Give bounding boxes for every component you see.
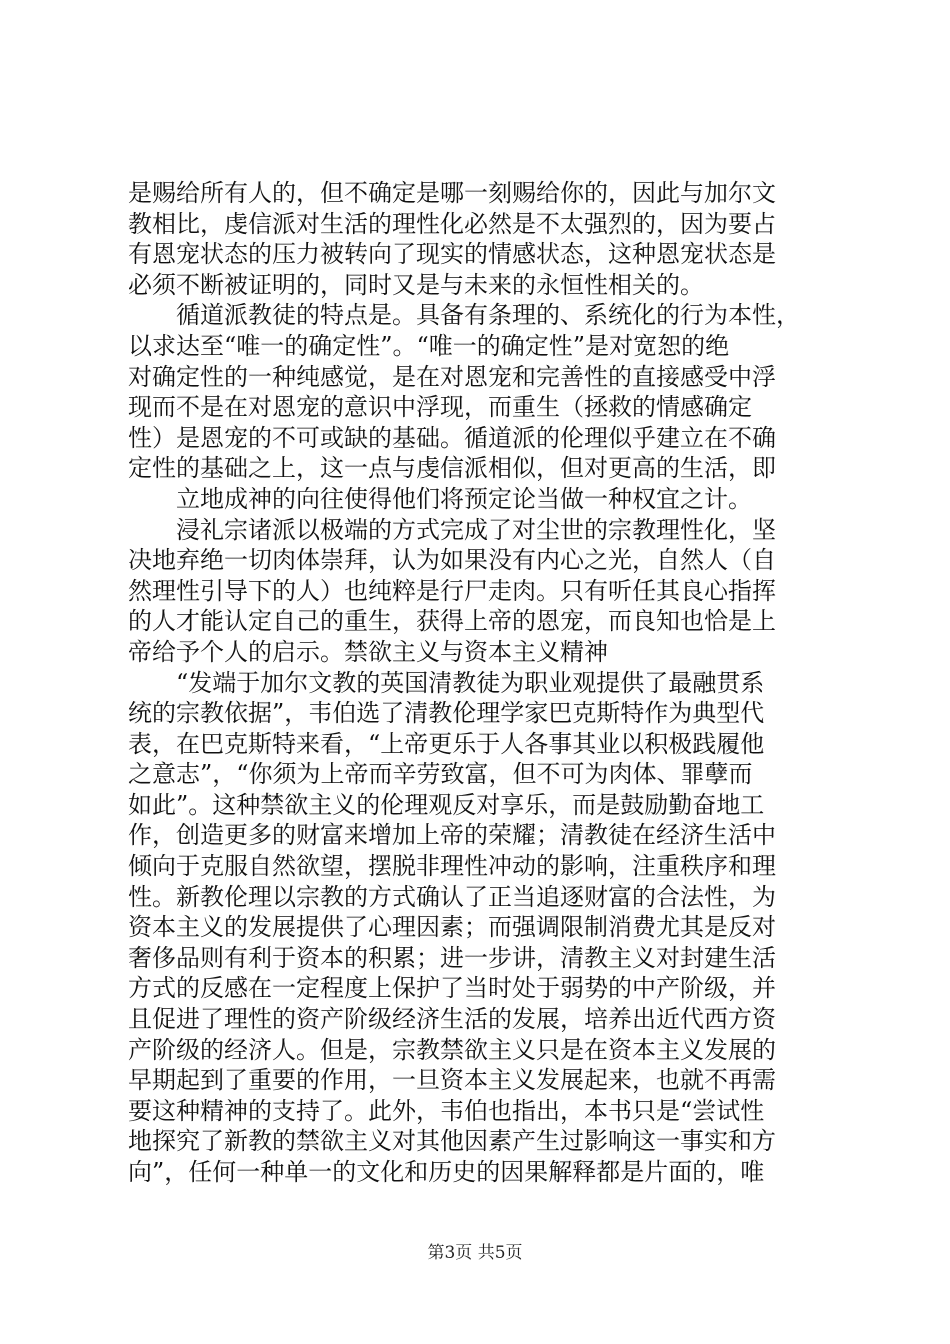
text-line: 然理性引导下的人）也纯粹是行尸走肉。只有听任其良心指挥 bbox=[128, 576, 776, 605]
text-line: 早期起到了重要的作用，一旦资本主义发展起来，也就不再需 bbox=[128, 1066, 776, 1095]
text-line: 性）是恩宠的不可或缺的基础。循道派的伦理似乎建立在不确 bbox=[128, 423, 776, 452]
text-line: 且促进了理性的资产阶级经济生活的发展，培养出近代西方资 bbox=[128, 1005, 776, 1034]
page-number-footer: 第3页 共5页 bbox=[427, 1243, 523, 1263]
text-line: 现而不是在对恩宠的意识中浮现，而重生（拯救的情感确定 bbox=[128, 393, 752, 422]
text-line: 向”，任何一种单一的文化和历史的因果解释都是片面的，唯 bbox=[128, 1158, 765, 1186]
text-line: 产阶级的经济人。但是，宗教禁欲主义只是在资本主义发展的 bbox=[128, 1035, 776, 1064]
text-line: 表，在巴克斯特来看，“上帝更乐于人各事其业以积极践履他 bbox=[128, 729, 765, 758]
text-line: 统的宗教依据”，韦伯选了清教伦理学家巴克斯特作为典型代 bbox=[128, 699, 765, 728]
text-line: 要这种精神的支持了。此外，韦伯也指出，本书只是“尝试性 bbox=[128, 1096, 765, 1125]
text-line: 决地弃绝一切肉体崇拜，认为如果没有内心之光，自然人（自 bbox=[128, 546, 776, 575]
text-line: 作，创造更多的财富来增加上帝的荣耀；清教徒在经济生活中 bbox=[128, 821, 776, 850]
text-line: “发端于加尔文教的英国清教徒为职业观提供了最融贯系 bbox=[176, 668, 765, 697]
text-line: 对确定性的一种纯感觉，是在对恩宠和完善性的直接感受中浮 bbox=[128, 362, 776, 391]
text-line: 如此”。这种禁欲主义的伦理观反对享乐，而是鼓励勤奋地工 bbox=[128, 790, 765, 819]
text-line: 是赐给所有人的，但不确定是哪一刻赐给你的，因此与加尔文 bbox=[128, 179, 776, 207]
text-line: 的人才能认定自己的重生，获得上帝的恩宠，而良知也恰是上 bbox=[128, 607, 776, 636]
text-line: 循道派教徒的特点是。具备有条理的、系统化的行为本性， bbox=[176, 301, 800, 330]
text-line: 必须不断被证明的，同时又是与未来的永恒性相关的。 bbox=[128, 270, 704, 299]
text-line: 性。新教伦理以宗教的方式确认了正当追逐财富的合法性，为 bbox=[128, 882, 776, 911]
body-text bbox=[128, 178, 830, 1188]
text-line: 立地成神的向往使得他们将预定论当做一种权宜之计。 bbox=[176, 484, 752, 513]
text-line: 资本主义的发展提供了心理因素；而强调限制消费尤其是反对 bbox=[128, 913, 776, 942]
text-line: 浸礼宗诸派以极端的方式完成了对尘世的宗教理性化，坚 bbox=[176, 515, 776, 544]
text-line: 定性的基础之上，这一点与虔信派相似，但对更高的生活，即 bbox=[128, 454, 776, 483]
text-line: 方式的反感在一定程度上保护了当时处于弱势的中产阶级，并 bbox=[128, 974, 776, 1003]
text-line: 奢侈品则有利于资本的积累；进一步讲，清教主义对封建生活 bbox=[128, 943, 776, 972]
text-line: 之意志”，“你须为上帝而辛劳致富，但不可为肉体、罪孽而 bbox=[128, 760, 753, 789]
text-line: 有恩宠状态的压力被转向了现实的情感状态，这种恩宠状态是 bbox=[128, 240, 776, 269]
text-line: 教相比，虔信派对生活的理性化必然是不太强烈的，因为要占 bbox=[128, 209, 776, 238]
text-line: 倾向于克服自然欲望，摆脱非理性冲动的影响，注重秩序和理 bbox=[128, 852, 776, 881]
text-line: 帝给予个人的启示。禁欲主义与资本主义精神 bbox=[128, 637, 608, 666]
text-line: 以求达至“唯一的确定性”。“唯一的确定性”是对宽恕的绝 bbox=[128, 331, 730, 360]
text-line: 地探究了新教的禁欲主义对其他因素产生过影响这一事实和方 bbox=[128, 1127, 776, 1156]
